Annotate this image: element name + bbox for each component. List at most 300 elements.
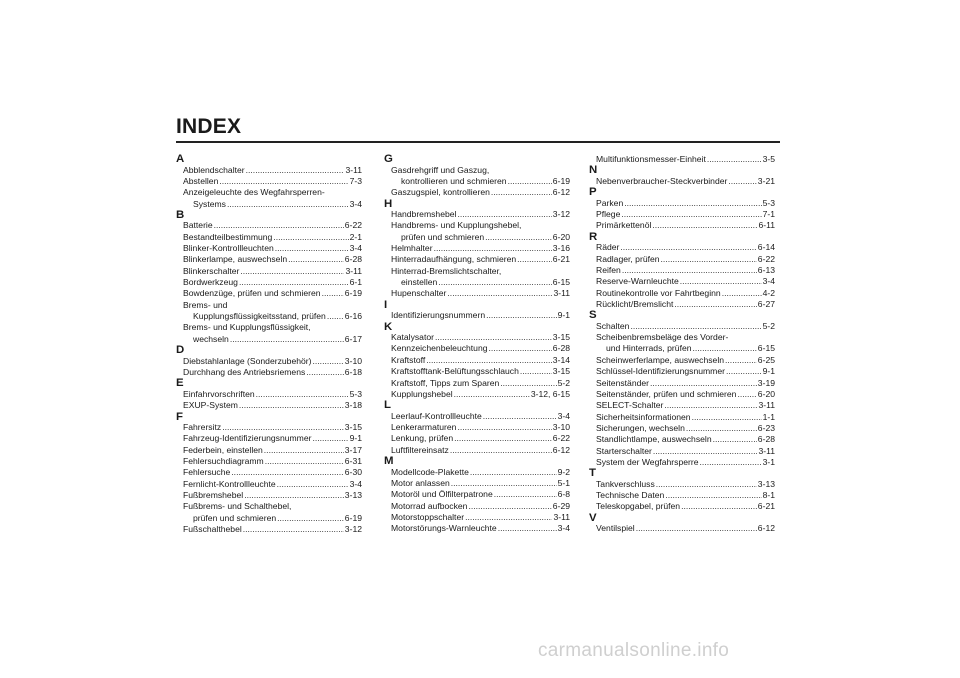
section-letter: M	[384, 455, 394, 468]
entry-label: Primärkettenöl	[596, 220, 652, 231]
index-entry	[384, 378, 570, 389]
index-entry	[176, 456, 362, 467]
entry-page-number: 3-4	[762, 276, 775, 287]
entry-page-number: 6-12	[552, 187, 570, 198]
index-entry	[176, 243, 362, 254]
dot-leader	[700, 457, 762, 468]
entry-page-number: 3-11	[553, 288, 570, 299]
entry-page-number: 3-19	[757, 377, 775, 388]
index-entry	[384, 366, 570, 377]
entry-label: Diebstahlanlage (Sonderzubehör)	[183, 355, 312, 366]
entry-label: Systems	[193, 198, 226, 209]
index-entry	[176, 266, 362, 277]
entry-page-number: 6-13	[757, 264, 775, 275]
dot-leader	[630, 321, 761, 332]
index-entry	[384, 254, 570, 265]
dot-leader	[219, 176, 348, 187]
entry-page-number: 9-1	[349, 433, 362, 444]
index-entry	[589, 523, 775, 534]
index-entry	[176, 400, 362, 411]
dot-leader	[239, 277, 349, 288]
index-entry	[384, 389, 570, 400]
index-entry	[384, 343, 570, 354]
index-entry	[384, 332, 570, 343]
dot-leader	[664, 400, 757, 411]
dot-leader	[650, 378, 757, 389]
index-entry	[176, 220, 362, 231]
dot-leader	[230, 334, 344, 345]
dot-leader	[313, 356, 344, 367]
entry-page-number: 6-21	[552, 254, 570, 265]
entry-page-number: 6-28	[552, 343, 570, 354]
entry-page-number: 3-11	[345, 164, 362, 175]
entry-label: prüfen und schmieren	[193, 512, 277, 523]
index-entry	[176, 479, 362, 490]
dot-leader	[246, 165, 345, 176]
dot-leader	[652, 220, 757, 231]
dot-leader	[508, 176, 552, 187]
entry-label: Einfahrvorschriften	[183, 388, 255, 399]
entry-page-number: 3-11	[758, 400, 775, 411]
index-entry	[384, 523, 570, 534]
entry-page-number: 6-1	[349, 277, 362, 288]
entry-label: Standlichtlampe, auswechseln	[596, 434, 712, 445]
entry-page-number: 6-29	[552, 500, 570, 511]
entry-label: Bestandteilbestimmung	[183, 231, 273, 242]
entry-page-number: 5-1	[557, 477, 570, 488]
section-letter: L	[384, 399, 391, 412]
index-entry	[176, 254, 362, 265]
entry-page-number: 6-8	[557, 489, 570, 500]
entry-page-number: 6-22	[757, 253, 775, 264]
entry-page-number: 6-22	[344, 220, 362, 231]
entry-label: Kraftstofftank-Belüftungsschlauch	[391, 366, 519, 377]
dot-leader	[725, 355, 757, 366]
entry-label: Gaszugspiel, kontrollieren	[391, 187, 490, 198]
entry-label: Durchhang des Antriebsriemens	[183, 367, 306, 377]
entry-label: Abblendschalter	[183, 164, 245, 175]
dot-leader	[244, 490, 344, 501]
entry-page-number: 8-1	[762, 490, 775, 501]
dot-leader	[306, 367, 344, 378]
entry-page-number: 6-11	[758, 220, 775, 231]
entry-page-number: 6-20	[757, 388, 775, 399]
dot-leader	[275, 243, 349, 254]
entry-label: Fehlersuchdiagramm	[183, 456, 264, 467]
entry-label: Motor anlassen	[391, 477, 450, 488]
entry-label: Modellcode-Plakette	[391, 466, 469, 477]
entry-label: Reifen	[596, 264, 621, 275]
entry-label: Motorstörungs-Warnleuchte	[391, 523, 497, 534]
index-entry	[589, 254, 775, 265]
entry-label: einstellen	[401, 277, 438, 288]
index-entry	[176, 334, 362, 345]
entry-page-number: 3-4	[349, 478, 362, 489]
dot-leader	[636, 523, 757, 534]
dot-leader	[227, 199, 349, 210]
entry-page-number: 3-11	[553, 511, 570, 522]
entry-label: Lenkerarmaturen	[391, 422, 457, 433]
section-letter: B	[176, 208, 185, 221]
dot-leader	[713, 434, 757, 445]
entry-page-number: 3-4	[557, 523, 570, 534]
index-entry	[384, 411, 570, 422]
dot-leader	[622, 265, 757, 276]
dot-leader	[470, 467, 557, 478]
index-entry	[176, 176, 362, 187]
entry-label: EXUP-System	[183, 400, 238, 411]
index-entry	[384, 277, 570, 288]
entry-page-number: 3-17	[344, 444, 362, 455]
entry-label: Kupplungsflüssigkeitsstand, prüfen	[193, 311, 326, 322]
entry-page-number: 6-12	[552, 444, 570, 455]
entry-page-number: 6-30	[344, 467, 362, 478]
index-entry	[176, 311, 362, 322]
index-entry	[176, 524, 362, 535]
index-entry	[176, 367, 362, 378]
dot-leader	[656, 479, 757, 490]
entry-page-number: 5-2	[762, 320, 775, 331]
page-title: INDEX	[176, 115, 242, 138]
dot-leader	[243, 524, 344, 535]
section-letter: H	[384, 197, 393, 210]
entry-label: Radlager, prüfen	[596, 253, 660, 264]
entry-label: Hinterradaufhängung, schmieren	[391, 254, 517, 265]
index-entry	[589, 242, 775, 253]
dot-leader	[438, 277, 551, 288]
section-letter: R	[589, 230, 598, 243]
entry-page-number: 3-1	[762, 456, 775, 467]
entry-label: Fernlicht-Kontrollleuchte	[183, 478, 276, 489]
entry-page-number: 3-12	[344, 524, 362, 535]
index-entry	[589, 434, 775, 445]
entry-label: Handbremshebel	[391, 209, 457, 220]
index-entry	[176, 513, 362, 524]
entry-label: Motorstoppschalter	[391, 511, 465, 522]
dot-leader	[313, 433, 349, 444]
dot-leader	[681, 501, 757, 512]
entry-page-number: 6-20	[552, 231, 570, 242]
entry-label: Reserve-Warnleuchte	[596, 276, 679, 287]
section-letter: K	[384, 320, 393, 333]
entry-label: Motorrad aufbocken	[391, 500, 468, 511]
index-entry	[589, 220, 775, 231]
entry-page-number: 6-15	[552, 277, 570, 288]
index-entry	[589, 457, 775, 468]
entry-page-number: 3-13	[757, 478, 775, 489]
index-entry	[589, 490, 775, 501]
entry-page-number: 9-1	[557, 310, 570, 321]
section-letter: S	[589, 309, 597, 322]
section-letter: A	[176, 153, 185, 165]
entry-page-number: 3-14	[552, 354, 570, 365]
entry-label: Helmhalter	[391, 243, 433, 254]
index-entry	[384, 176, 570, 187]
entry-label: Fußschalthebel	[183, 524, 242, 535]
index-entry	[384, 489, 570, 500]
index-entry	[589, 355, 775, 366]
section-letter: P	[589, 186, 597, 199]
dot-leader	[214, 220, 344, 231]
entry-page-number: 1-1	[762, 411, 775, 422]
section-letter: T	[589, 467, 596, 480]
entry-page-number: 3-15	[344, 422, 362, 433]
dot-leader	[273, 232, 348, 243]
entry-label: Fußbremshebel	[183, 490, 244, 501]
entry-label: Seitenständer, prüfen und schmieren	[596, 388, 737, 399]
index-entry	[176, 467, 362, 478]
dot-leader	[264, 445, 344, 456]
dot-leader	[256, 389, 349, 400]
index-entry-heading: Anzeigeleuchte des Wegfahrsperren-	[183, 187, 325, 198]
index-entry	[589, 209, 775, 220]
entry-label: Lenkung, prüfen	[391, 433, 454, 444]
dot-leader	[435, 332, 552, 343]
entry-page-number: 3-21	[757, 175, 775, 186]
entry-label: Seitenständer	[596, 377, 650, 388]
index-entry	[384, 467, 570, 478]
index-entry	[384, 288, 570, 299]
entry-label: Abstellen	[183, 175, 219, 186]
entry-page-number: 9-1	[762, 366, 775, 377]
entry-label: Routinekontrolle vor Fahrtbeginn	[596, 287, 721, 298]
dot-leader	[277, 513, 344, 524]
entry-label: Leerlauf-Kontrollleuchte	[391, 410, 482, 421]
entry-label: Luftfiltereinsatz	[391, 444, 449, 455]
entry-label: Schalten	[596, 320, 630, 331]
index-entry-heading: Handbrems- und Kupplungshebel,	[391, 220, 522, 231]
index-entry	[176, 288, 362, 299]
entry-page-number: 6-15	[757, 343, 775, 354]
index-entry	[176, 490, 362, 501]
index-entry	[176, 232, 362, 243]
dot-leader	[680, 276, 762, 287]
entry-page-number: 6-31	[344, 456, 362, 467]
index-column-3	[589, 154, 775, 535]
dot-leader	[485, 232, 552, 243]
entry-label: wechseln	[193, 333, 229, 344]
index-entry	[384, 433, 570, 444]
entry-page-number: 6-25	[757, 354, 775, 365]
dot-leader	[457, 422, 551, 433]
entry-label: und Hinterrads, prüfen	[606, 343, 692, 354]
entry-label: Blinker-Kontrollleuchten	[183, 243, 274, 254]
entry-page-number: 5-3	[349, 388, 362, 399]
dot-leader	[483, 411, 557, 422]
dot-leader	[491, 187, 552, 198]
dot-leader	[222, 422, 344, 433]
entry-label: Ventilspiel	[596, 523, 635, 534]
dot-leader	[426, 355, 552, 366]
dot-leader	[468, 501, 551, 512]
dot-leader	[621, 209, 761, 220]
index-entry	[176, 277, 362, 288]
index-entry	[589, 446, 775, 457]
index-entry	[589, 366, 775, 377]
entry-label: Sicherheitsinformationen	[596, 411, 691, 422]
dot-leader	[265, 456, 344, 467]
index-entry	[176, 356, 362, 367]
entry-label: Nebenverbraucher-Steckverbinder	[596, 175, 728, 186]
dot-leader	[322, 288, 344, 299]
dot-leader	[737, 389, 756, 400]
entry-page-number: 6-27	[757, 298, 775, 309]
dot-leader	[239, 400, 344, 411]
index-entry-heading: Hinterrad-Bremslichtschalter,	[391, 265, 502, 276]
entry-label: Pflege	[596, 209, 621, 220]
entry-label: Schlüssel-Identifizierungsnummer	[596, 366, 725, 377]
index-entry	[589, 176, 775, 187]
dot-leader	[288, 254, 344, 265]
dot-leader	[517, 254, 552, 265]
dot-leader	[434, 243, 552, 254]
entry-label: Batterie	[183, 220, 213, 231]
index-entry	[589, 321, 775, 332]
index-entry	[589, 276, 775, 287]
dot-leader	[722, 288, 762, 299]
entry-label: prüfen und schmieren	[401, 231, 485, 242]
dot-leader	[728, 176, 756, 187]
dot-leader	[454, 389, 530, 400]
entry-page-number: 5-3	[762, 197, 775, 208]
entry-page-number: 6-19	[552, 175, 570, 186]
entry-page-number: 3-16	[552, 243, 570, 254]
index-entry	[384, 501, 570, 512]
entry-label: System der Wegfahrsperre	[596, 456, 699, 467]
entry-page-number: 3-10	[552, 422, 570, 433]
entry-page-number: 3-5	[762, 154, 775, 164]
entry-page-number: 6-14	[757, 242, 775, 253]
section-letter: I	[384, 298, 388, 311]
index-entry-heading: Scheibenbremsbeläge des Vorder-	[596, 332, 729, 343]
entry-page-number: 2-1	[349, 231, 362, 242]
entry-label: Motoröl und Ölfilterpatrone	[391, 489, 493, 500]
entry-label: Scheinwerferlampe, auswechseln	[596, 354, 725, 365]
entry-page-number: 3-11	[758, 445, 775, 456]
index-entry	[589, 343, 775, 354]
entry-label: kontrollieren und schmieren	[401, 175, 507, 186]
index-entry	[589, 479, 775, 490]
index-entry	[384, 478, 570, 489]
entry-label: Rücklicht/Bremslicht	[596, 298, 674, 309]
dot-leader	[451, 478, 557, 489]
entry-label: Sicherungen, wechseln	[596, 422, 685, 433]
entry-label: SELECT-Schalter	[596, 400, 664, 411]
index-entry-heading: Brems- und	[183, 299, 228, 310]
index-entry	[384, 209, 570, 220]
index-entry	[384, 422, 570, 433]
entry-label: Technische Daten	[596, 490, 665, 501]
dot-leader	[450, 445, 552, 456]
dot-leader	[665, 490, 761, 501]
dot-leader	[620, 242, 756, 253]
section-letter: F	[176, 410, 183, 423]
index-entry	[589, 198, 775, 209]
entry-page-number: 3-4	[557, 410, 570, 421]
dot-leader	[661, 254, 757, 265]
dot-leader	[674, 299, 756, 310]
entry-label: Multifunktionsmesser-Einheit	[596, 154, 706, 164]
entry-page-number: 3-10	[344, 355, 362, 366]
entry-page-number: 3-12, 6-15	[530, 388, 570, 399]
entry-label: Identifizierungsnummern	[391, 310, 486, 321]
entry-label: Fehlersuche	[183, 467, 231, 478]
entry-label: Bowdenzüge, prüfen und schmieren	[183, 288, 321, 299]
entry-page-number: 3-4	[349, 243, 362, 254]
entry-page-number: 3-18	[344, 400, 362, 411]
index-entry	[589, 423, 775, 434]
section-letter: N	[589, 164, 598, 177]
entry-page-number: 6-18	[344, 367, 362, 377]
index-entry	[384, 355, 570, 366]
entry-label: Kupplungshebel	[391, 388, 453, 399]
index-entry	[589, 288, 775, 299]
index-entry	[589, 299, 775, 310]
entry-label: Parken	[596, 197, 624, 208]
index-entry	[176, 199, 362, 210]
index-entry	[589, 501, 775, 512]
dot-leader	[494, 489, 557, 500]
entry-page-number: 6-19	[344, 512, 362, 523]
dot-leader	[653, 446, 758, 457]
index-entry	[176, 445, 362, 456]
entry-page-number: 3-15	[552, 366, 570, 377]
entry-page-number: 6-19	[344, 288, 362, 299]
index-entry	[589, 400, 775, 411]
entry-label: Bordwerkzeug	[183, 277, 238, 288]
dot-leader	[486, 310, 556, 321]
dot-leader	[457, 209, 551, 220]
section-letter: E	[176, 377, 184, 390]
index-entry	[589, 265, 775, 276]
entry-label: Räder	[596, 242, 620, 253]
title-rule	[176, 141, 780, 143]
index-column-1	[176, 154, 362, 535]
index-entry	[384, 232, 570, 243]
entry-page-number: 6-22	[552, 433, 570, 444]
dot-leader	[454, 433, 552, 444]
entry-page-number: 3-12	[552, 209, 570, 220]
index-column-2	[384, 154, 570, 535]
index-entry	[589, 412, 775, 423]
index-entry	[384, 445, 570, 456]
index-entry-heading: Brems- und Kupplungsflüssigkeit,	[183, 322, 311, 333]
dot-leader	[240, 266, 344, 277]
entry-page-number: 7-3	[349, 175, 362, 186]
entry-label: Katalysator	[391, 332, 434, 343]
dot-leader	[447, 288, 552, 299]
dot-leader	[692, 412, 762, 423]
entry-page-number: 6-23	[757, 422, 775, 433]
section-letter: V	[589, 511, 597, 524]
index-entry	[384, 512, 570, 523]
dot-leader	[624, 198, 761, 209]
dot-leader	[500, 378, 556, 389]
entry-label: Kraftstoff, Tipps zum Sparen	[391, 377, 500, 388]
watermark: carmanualsonline.info	[538, 640, 730, 661]
entry-label: Teleskopgabel, prüfen	[596, 501, 681, 512]
section-letter: D	[176, 344, 185, 357]
entry-label: Kennzeichenbeleuchtung	[391, 343, 488, 354]
entry-label: Tankverschluss	[596, 478, 655, 489]
entry-label: Fahrersitz	[183, 422, 222, 433]
index-entry-heading: Gasdrehgriff und Gaszug,	[391, 164, 490, 175]
entry-label: Hupenschalter	[391, 288, 447, 299]
dot-leader	[520, 366, 552, 377]
dot-leader	[465, 512, 552, 523]
dot-leader	[498, 523, 557, 534]
section-letter: G	[384, 153, 393, 165]
